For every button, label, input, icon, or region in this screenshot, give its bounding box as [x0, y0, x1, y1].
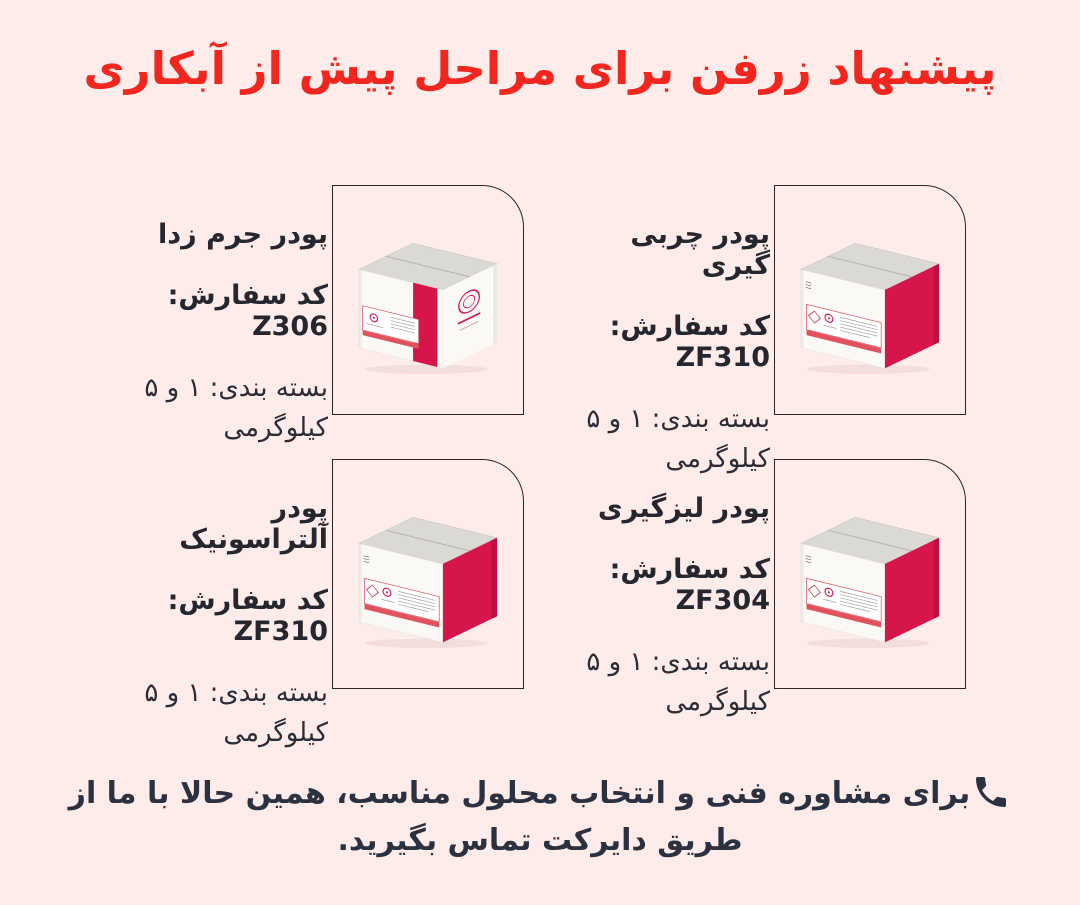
contact-text: برای مشاوره فنی و انتخاب محلول مناسب، همین حالا با ما از طریق دایرکت تماس بگیرید. [0, 771, 1080, 864]
product-info [114, 185, 332, 444]
product-name: پودر آلتراسونیک [179, 493, 328, 555]
product-box-photo [786, 228, 954, 378]
packaging-info: بسته بندی: ۱ و ۵ کیلوگرمی [586, 647, 770, 718]
product-photo-frame [332, 185, 524, 415]
product-card-degreaser [556, 185, 966, 475]
product-info [556, 459, 774, 718]
product-info [114, 459, 332, 749]
product-box-photo [786, 502, 954, 652]
product-name: پودر لیزگیری [597, 493, 770, 524]
order-code-value: ZF310 [233, 616, 328, 647]
packaging-info: بسته بندی: ۱ و ۵ کیلوگرمی [144, 678, 328, 749]
order-code-value: ZF310 [675, 342, 770, 373]
order-code-value: ZF304 [675, 585, 770, 616]
phone-icon [971, 772, 1011, 812]
product-card-ultrasonic [114, 459, 524, 749]
product-photo-frame [774, 185, 966, 415]
product-card-descaler [114, 185, 524, 444]
order-code-line [124, 280, 328, 342]
order-code-line [124, 585, 328, 647]
product-grid [114, 185, 966, 749]
order-code-label: کد سفارش: [609, 311, 770, 342]
packaging-info: بسته بندی: ۱ و ۵ کیلوگرمی [144, 373, 328, 444]
product-photo-frame [774, 459, 966, 689]
order-code-label: کد سفارش: [609, 554, 770, 585]
page-title: پیشنهاد زرفن برای مراحل پیش از آبکاری [83, 42, 997, 95]
promo-poster [0, 42, 1080, 864]
order-code-line [566, 554, 770, 616]
product-name: پودر چربی گیری [630, 219, 770, 281]
product-info [556, 185, 774, 475]
order-code-label: کد سفارش: [167, 585, 328, 616]
contact-note [0, 771, 1080, 864]
product-name: پودر جرم زدا [158, 219, 328, 250]
order-code-value: Z306 [252, 311, 328, 342]
product-photo-frame [332, 459, 524, 689]
product-box-photo [344, 502, 512, 652]
packaging-info: بسته بندی: ۱ و ۵ کیلوگرمی [586, 404, 770, 475]
product-card-slip-remover [556, 459, 966, 718]
order-code-label: کد سفارش: [167, 280, 328, 311]
product-box-photo [344, 228, 512, 378]
order-code-line [566, 311, 770, 373]
